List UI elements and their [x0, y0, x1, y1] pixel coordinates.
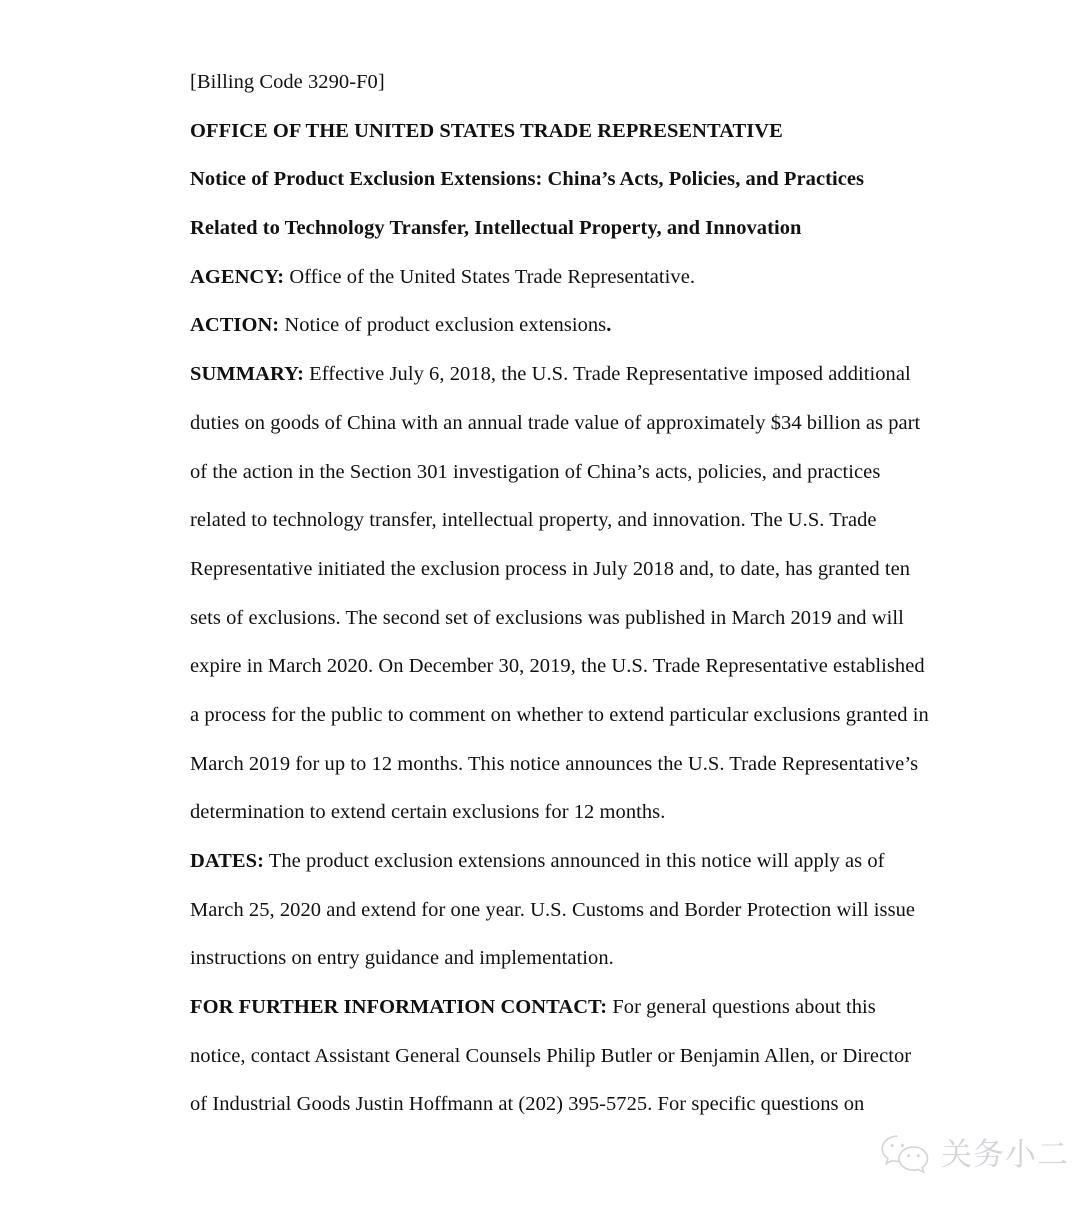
summary-text-line-5: Representative initiated the exclusion process in July 2018 and, to date, has granted ten [190, 557, 911, 580]
dates-text-line-2: March 25, 2020 and extend for one year. U.S. Customs and Border Protection will issue [190, 898, 916, 921]
wechat-icon [880, 1132, 932, 1178]
contact-text-line-1: For general questions about this [607, 996, 876, 1019]
contact-label: FOR FURTHER INFORMATION CONTACT: [190, 996, 608, 1019]
agency-heading: OFFICE OF THE UNITED STATES TRADE REPRESENTATIVE [190, 119, 783, 142]
summary-text-line-4: related to technology transfer, intellectual property, and innovation. The U.S. Trade [190, 509, 877, 532]
action-label: ACTION: [190, 314, 280, 337]
summary-text-line-1: Effective July 6, 2018, the U.S. Trade Representative imposed additional [303, 363, 911, 386]
agency-text: Office of the United States Trade Representative. [284, 265, 696, 288]
billing-code-line: [Billing Code 3290-F0] [190, 71, 385, 93]
summary-text-line-8: a process for the public to comment on whether to extend particular exclusions granted in [190, 703, 929, 726]
dates-text-line-3: instructions on entry guidance and implementation. [190, 947, 614, 970]
agency-label: AGENCY: [190, 265, 285, 288]
document-body [190, 58, 952, 1129]
contact-text-line-3: of Industrial Goods Justin Hoffmann at (202) 395-5725. For specific questions on [190, 1093, 865, 1116]
summary-text-line-3: of the action in the Section 301 investigation of China’s acts, policies, and practices [190, 460, 881, 483]
section-dates [190, 837, 952, 886]
summary-text-line-2: duties on goods of China with an annual trade value of approximately $34 billion as part [190, 411, 921, 434]
dates-text-line-1: The product exclusion extensions announced in this notice will apply as of [263, 850, 885, 872]
summary-label: SUMMARY: [190, 363, 304, 386]
action-text: Notice of product exclusion extensions [279, 314, 607, 337]
section-action [190, 301, 952, 350]
wechat-account-name: 关务小二 [941, 1136, 1069, 1173]
dates-label: DATES: [190, 850, 264, 872]
section-contact [190, 983, 952, 1032]
summary-text-line-9: March 2019 for up to 12 months. This notice announces the U.S. Trade Representative’s [190, 752, 919, 775]
summary-text-line-7: expire in March 2020. On December 30, 2019, the U.S. Trade Representative established [190, 655, 925, 678]
summary-text-line-10: determination to extend certain exclusions for 12 months. [190, 801, 666, 824]
contact-text-line-2: notice, contact Assistant General Counsels Philip Butler or Benjamin Allen, or Director [190, 1044, 912, 1067]
document-title-line-1: Notice of Product Exclusion Extensions: China’s Acts, Policies, and Practices [190, 168, 865, 191]
action-trailing-period: . [606, 314, 612, 337]
section-agency [190, 253, 952, 302]
summary-text-line-6: sets of exclusions. The second set of exclusions was published in March 2019 and will [190, 606, 904, 629]
wechat-watermark [880, 1132, 1069, 1178]
section-summary [190, 350, 952, 399]
document-title-line-2: Related to Technology Transfer, Intellectual Property, and Innovation [190, 217, 802, 240]
